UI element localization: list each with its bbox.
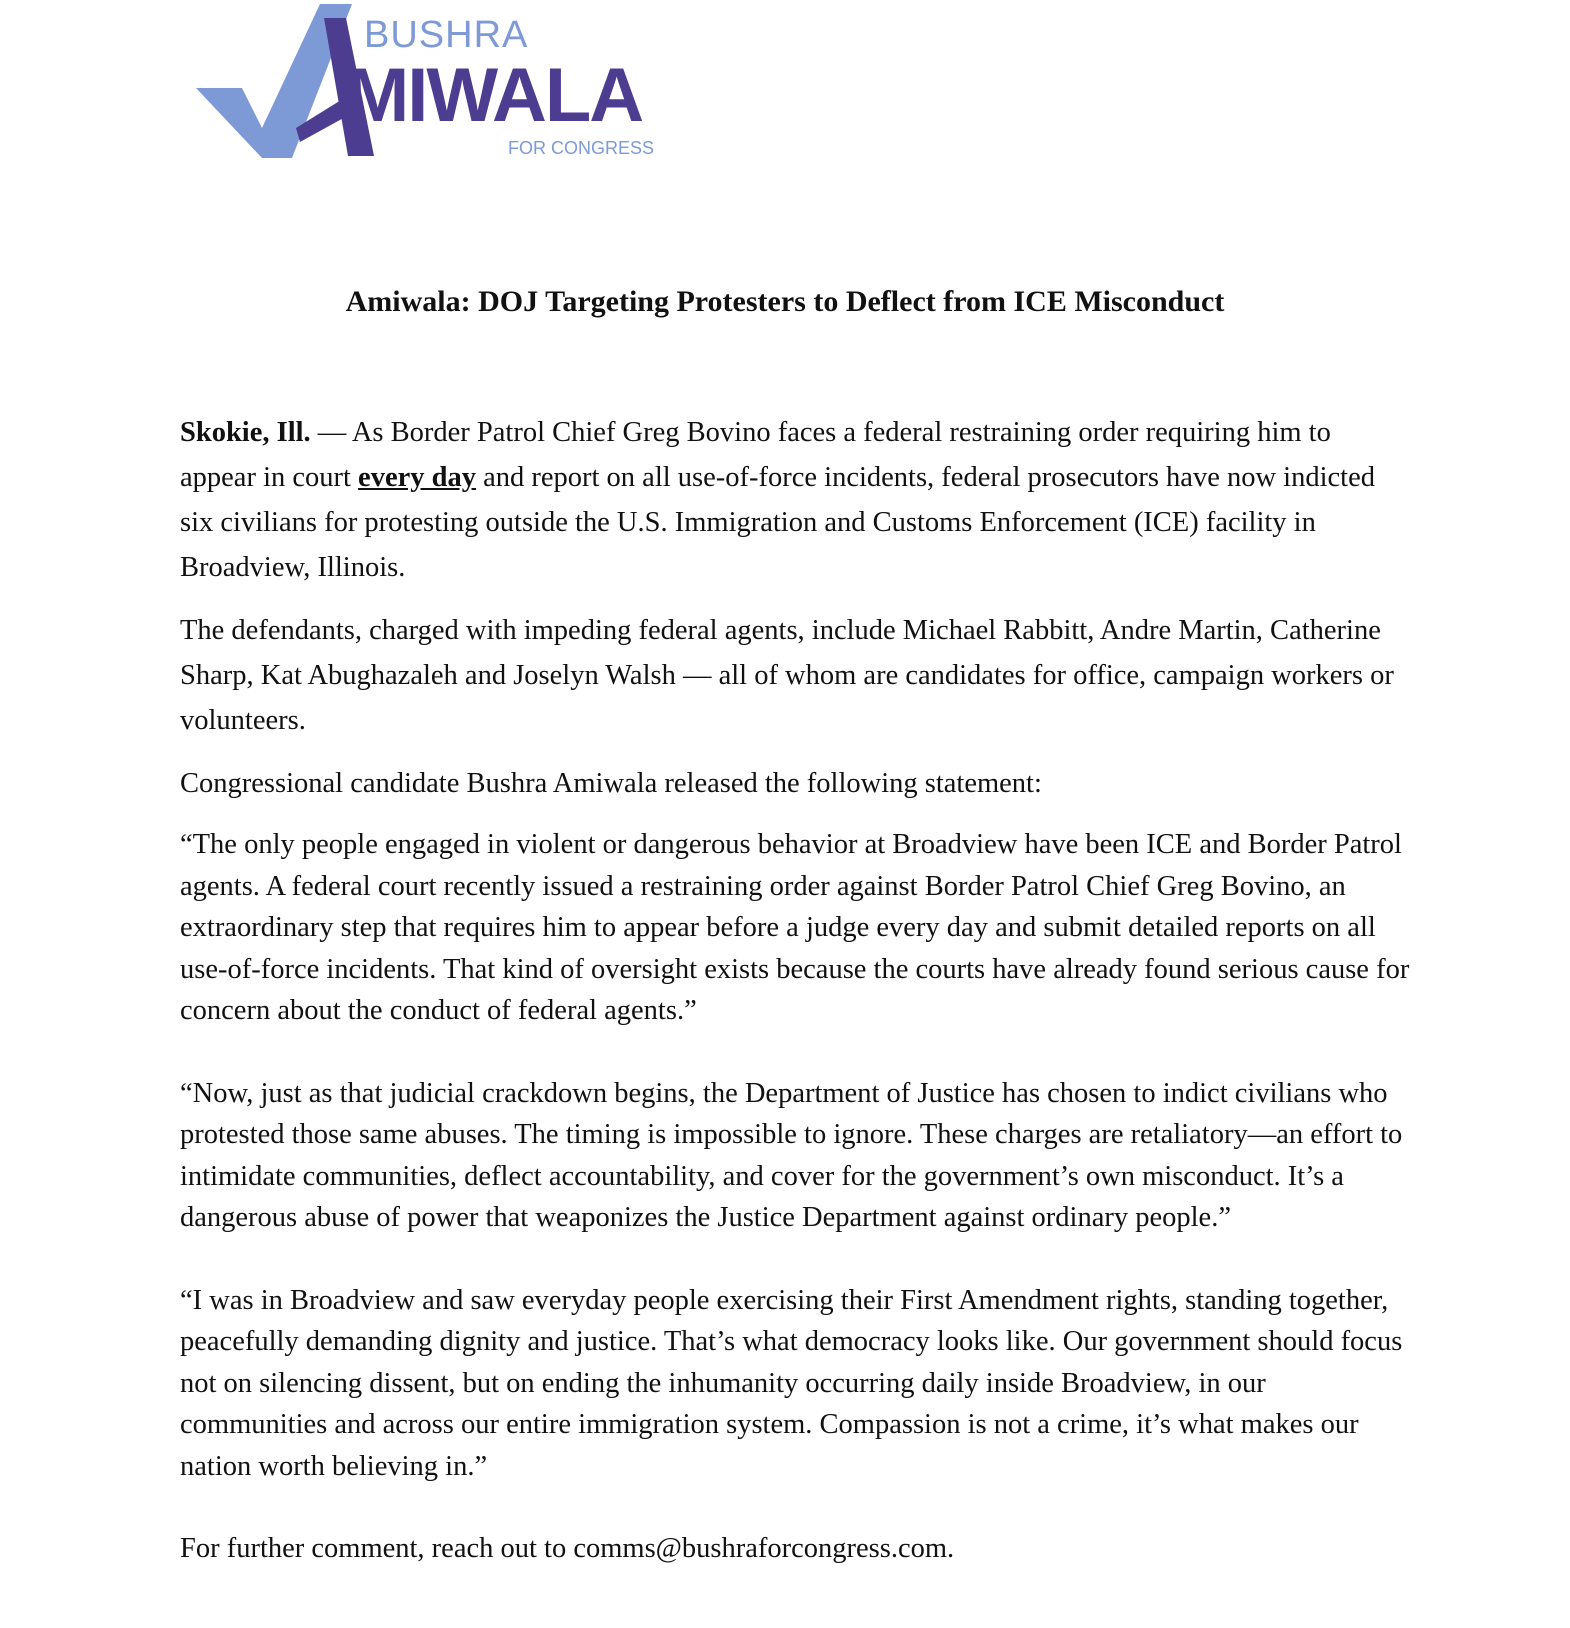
logo-first-name: BUSHRA (364, 14, 529, 56)
intro-paragraph (180, 410, 1410, 590)
press-release-headline: Amiwala: DOJ Targeting Protesters to Deflect from ICE Misconduct (345, 285, 1225, 318)
logo-last-name: MIWALA (346, 53, 643, 138)
intro-text-before: — As Border Patrol Chief Greg Bovino faces a federal restraining order requiring him to appear in court (180, 417, 1331, 493)
statement-intro: Congressional candidate Bushra Amiwala released the following statement: (180, 768, 1042, 799)
contact-line: For further comment, reach out to comms@bushraforcongress.com. (180, 1533, 955, 1564)
quote-paragraph-3: “I was in Broadview and saw everyday people exercising their First Amendment rights, standing together, peacefully demanding dignity and justice. That’s what democracy looks like. Our government should focus not on silencing dissent, but on ending the inhumanity occurring daily inside Broadview, in our communities and across our entire immigration system. Compassion is not a crime, it’s what makes our nation worth believing in.” (180, 1284, 1403, 1482)
campaign-logo (196, 0, 666, 165)
logo-tagline: FOR CONGRESS (508, 138, 655, 158)
defendants-paragraph: The defendants, charged with impeding federal agents, include Michael Rabbitt, Andre Martin, Catherine Sharp, Kat Abughazaleh and Joselyn Walsh — all of whom are candidates for office, campaign workers or volunteers. (180, 615, 1394, 736)
press-release-body (180, 410, 1410, 1570)
emphasis-every-day: every day (358, 462, 476, 493)
quote-paragraph-2: “Now, just as that judicial crackdown begins, the Department of Justice has chosen to indict civilians who protested those same abuses. The timing is impossible to ignore. These charges are retaliatory—an effort to intimidate communities, deflect accountability, and cover for the government’s own misconduct. It’s a dangerous abuse of power that weaponizes the Justice Department against ordinary people.” (180, 1077, 1403, 1233)
intro-text-after: and report on all use-of-force incidents, federal prosecutors have now indicted six civilians for protesting outside the U.S. Immigration and Customs Enforcement (ICE) facility in Broadview, Illinois. (180, 462, 1375, 583)
dateline: Skokie, Ill. (180, 417, 311, 448)
quote-paragraph-1: “The only people engaged in violent or dangerous behavior at Broadview have been ICE and Border Patrol agents. A federal court recently issued a restraining order against Border Patrol Chief Greg Bovino, an extraordinary step that requires him to appear before a judge every day and submit detailed reports on all use-of-force incidents. That kind of oversight exists because the courts have already found serious cause for concern about the conduct of federal agents.” (180, 829, 1410, 1026)
